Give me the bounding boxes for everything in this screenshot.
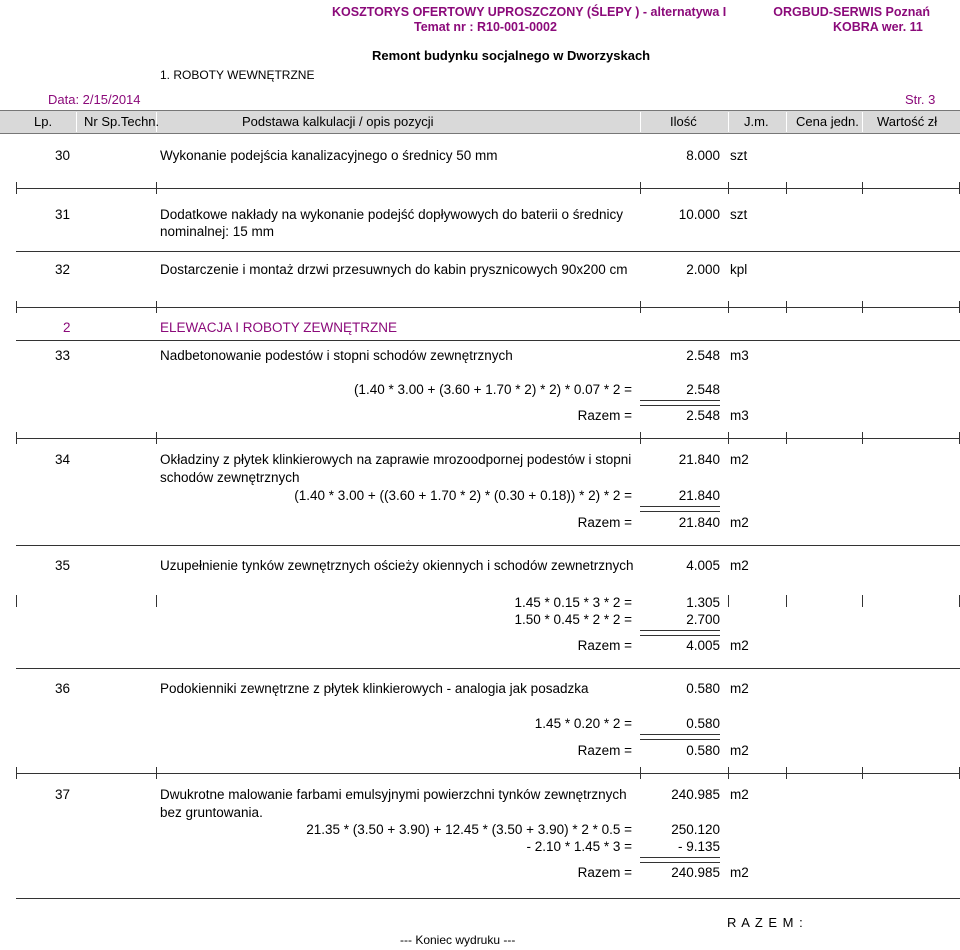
row-unit: m2 — [730, 787, 749, 802]
calc-formula: 1.45 * 0.15 * 3 * 2 = — [514, 595, 632, 610]
row-unit: m2 — [730, 558, 749, 573]
row-lp: 34 — [55, 452, 71, 467]
column-description: Podstawa kalkulacji / opis pozycji — [242, 114, 434, 129]
razem-value: 0.580 — [686, 743, 720, 758]
razem-unit: m3 — [730, 408, 749, 423]
razem-value: 21.840 — [678, 515, 720, 530]
calc-formula: 1.45 * 0.20 * 2 = — [534, 716, 632, 731]
calc-formula: 1.50 * 0.45 * 2 * 2 = — [514, 612, 632, 627]
calc-value: 2.548 — [686, 382, 720, 397]
row-description: Dodatkowe nakłady na wykonanie podejść dopływowych do baterii o średnicy — [160, 207, 624, 222]
razem-value: 240.985 — [671, 865, 720, 880]
row-description: Uzupełnienie tynków zewnętrznych ościeży okiennych i schodów zewnetrznych — [160, 558, 634, 573]
row-quantity: 2.000 — [686, 262, 720, 277]
section-title: ELEWACJA I ROBOTY ZEWNĘTRZNE — [160, 320, 398, 335]
row-description: Dwukrotne malowanie farbami emulsyjnymi powierzchni tynków zewnętrznych — [160, 787, 627, 802]
row-quantity: 0.580 — [686, 681, 720, 696]
date-label: Data: 2/15/2014 — [48, 92, 141, 107]
calc-value: 0.580 — [686, 716, 720, 731]
calc-formula: (1.40 * 3.00 + ((3.60 + 1.70 * 2) * (0.30 + 0.18)) * 2) * 2 = — [294, 488, 632, 503]
company-name: ORGBUD-SERWIS Poznań — [773, 5, 930, 19]
document-number: Temat nr : R10-001-0002 — [414, 20, 557, 34]
razem-unit: m2 — [730, 638, 749, 653]
row-quantity: 8.000 — [686, 148, 720, 163]
row-unit: m2 — [730, 681, 749, 696]
row-description: Nadbetonowanie podestów i stopni schodów zewnętrznych — [160, 348, 513, 363]
row-description-cont: bez gruntowania. — [160, 805, 263, 820]
end-of-printout: --- Koniec wydruku --- — [400, 933, 516, 947]
razem-label: Razem = — [577, 408, 632, 423]
calc-formula: 21.35 * (3.50 + 3.90) + 12.45 * (3.50 + 3.90) * 2 * 0.5 = — [306, 822, 632, 837]
razem-label: Razem = — [577, 515, 632, 530]
column-nr: Nr Sp.Techn. — [84, 114, 160, 129]
page-number: Str. 3 — [905, 92, 936, 107]
calc-value: 21.840 — [678, 488, 720, 503]
row-lp: 30 — [55, 148, 71, 163]
row-description: Okładziny z płytek klinkierowych na zaprawie mrozoodpornej podestów i stopni — [160, 452, 632, 467]
software-version: KOBRA wer. 11 — [833, 20, 923, 34]
razem-label: Razem = — [577, 865, 632, 880]
document-title: KOSZTORYS OFERTOWY UPROSZCZONY (ŚLEPY ) - alternatywa I — [332, 5, 727, 19]
row-lp: 35 — [55, 558, 71, 573]
column-value: Wartość zł — [877, 114, 938, 129]
row-lp: 33 — [55, 348, 71, 363]
row-lp: 31 — [55, 207, 71, 222]
calc-formula: (1.40 * 3.00 + (3.60 + 1.70 * 2) * 2) * 0.07 * 2 = — [353, 382, 632, 397]
row-lp: 37 — [55, 787, 71, 802]
row-description: Dostarczenie i montaż drzwi przesuwnych do kabin prysznicowych 90x200 cm — [160, 262, 628, 277]
row-quantity: 2.548 — [686, 348, 720, 363]
column-unit: J.m. — [744, 114, 769, 129]
column-unit-price: Cena jedn. — [796, 114, 859, 129]
calc-value: - 9.135 — [677, 839, 720, 854]
row-description-cont: nominalnej: 15 mm — [160, 224, 275, 239]
row-quantity: 240.985 — [671, 787, 720, 802]
row-description: Wykonanie podejścia kanalizacyjnego o średnicy 50 mm — [160, 148, 498, 163]
razem-unit: m2 — [730, 865, 749, 880]
row-lp: 36 — [55, 681, 71, 696]
total-label: R A Z E M : — [727, 915, 804, 930]
row-description: Podokienniki zewnętrzne z płytek klinkierowych - analogia jak posadzka — [160, 681, 589, 696]
razem-label: Razem = — [577, 743, 632, 758]
column-lp: Lp. — [34, 114, 53, 129]
row-lp: 32 — [55, 262, 71, 277]
column-quantity: Ilość — [670, 114, 697, 129]
row-unit: kpl — [730, 262, 748, 277]
row-unit: m3 — [730, 348, 749, 363]
row-description-cont: schodów zewnętrznych — [160, 470, 300, 485]
calc-value: 1.305 — [686, 595, 720, 610]
row-quantity: 4.005 — [686, 558, 720, 573]
row-unit: szt — [730, 148, 748, 163]
row-unit: szt — [730, 207, 748, 222]
razem-value: 4.005 — [686, 638, 720, 653]
row-quantity: 21.840 — [678, 452, 720, 467]
row-unit: m2 — [730, 452, 749, 467]
razem-unit: m2 — [730, 743, 749, 758]
razem-label: Razem = — [577, 638, 632, 653]
razem-unit: m2 — [730, 515, 749, 530]
calc-value: 2.700 — [686, 612, 720, 627]
project-title: Remont budynku socjalnego w Dworzyskach — [372, 48, 651, 63]
calc-formula: - 2.10 * 1.45 * 3 = — [526, 839, 632, 854]
row-quantity: 10.000 — [678, 207, 720, 222]
section-title: 1. ROBOTY WEWNĘTRZNE — [160, 68, 315, 82]
calc-value: 250.120 — [671, 822, 720, 837]
razem-value: 2.548 — [686, 408, 720, 423]
section-number: 2 — [63, 320, 71, 335]
